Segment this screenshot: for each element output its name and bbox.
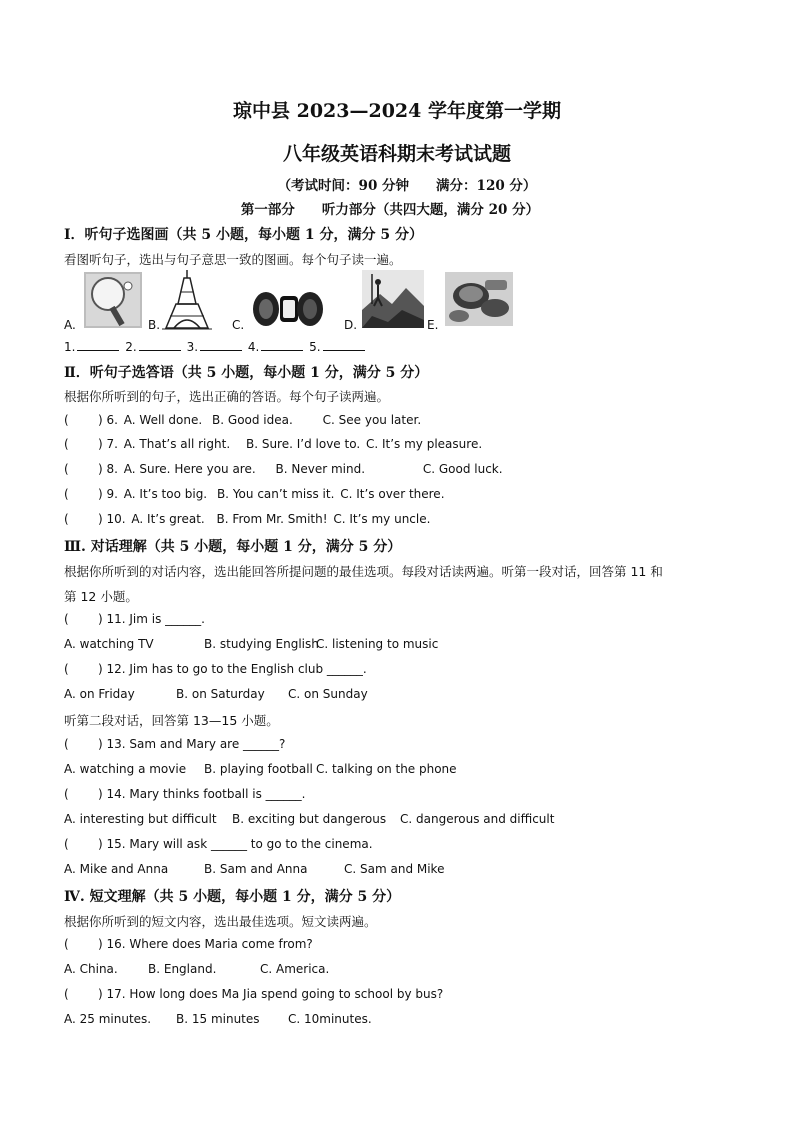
answer-paren[interactable]: ( bbox=[64, 413, 69, 427]
option-c: C. It’s over there. bbox=[340, 487, 445, 501]
option-c: C. talking on the phone bbox=[316, 762, 457, 776]
question-text: ) 13. Sam and Mary are ______? bbox=[98, 737, 286, 751]
option-a: A. interesting but difficult bbox=[64, 812, 217, 826]
option-c: C. Sam and Mike bbox=[344, 862, 445, 876]
question-text: ) 17. How long does Ma Jia spend going to school by bus? bbox=[98, 987, 444, 1001]
question-8 bbox=[64, 462, 503, 476]
section1-instruction: 看图听句子，选出与句子意思一致的图画。每个句子读一遍。 bbox=[64, 252, 402, 267]
question-11-options bbox=[64, 637, 438, 651]
answer-paren[interactable]: ( bbox=[64, 612, 69, 626]
section4-instruction: 根据你所听到的短文内容，选出最佳选项。短文读两遍。 bbox=[64, 914, 377, 929]
option-c: C. See you later. bbox=[322, 413, 422, 427]
ping-pong-picture-icon bbox=[84, 272, 142, 328]
hamburger-picture-icon bbox=[252, 290, 324, 328]
exam-title-line2: 八年级英语科期末考试试题 bbox=[282, 143, 511, 165]
option-b: B. Good idea. bbox=[212, 413, 293, 427]
option-c: C. America. bbox=[260, 962, 330, 976]
option-b: B. From Mr. Smith! bbox=[216, 512, 328, 526]
option-b: B. studying English bbox=[204, 637, 319, 651]
section3-instruction-line1: 根据你所听到的对话内容，选出能回答所提问题的最佳选项。每段对话读两遍。听第一段对话，回答第 11 和 bbox=[64, 564, 663, 579]
question-12 bbox=[64, 662, 367, 676]
question-9 bbox=[64, 487, 445, 501]
answer-paren[interactable]: ( bbox=[64, 462, 69, 476]
question-text: ) 14. Mary thinks football is ______. bbox=[98, 787, 306, 801]
question-13-options bbox=[64, 762, 457, 776]
option-a: A. watching a movie bbox=[64, 762, 187, 776]
option-a: A. Sure. Here you are. bbox=[123, 462, 256, 476]
exam-info: （考试时间：90 分钟 满分：120 分） bbox=[277, 178, 537, 194]
picture-label-d: D. bbox=[344, 318, 358, 332]
answer-blank-4[interactable] bbox=[261, 339, 303, 351]
option-a: A. It’s too big. bbox=[123, 487, 208, 501]
option-a: A. on Friday bbox=[64, 687, 135, 701]
answer-paren[interactable]: ( bbox=[64, 737, 69, 751]
option-b: B. 15 minutes bbox=[176, 1012, 260, 1026]
question-number: ) 8. bbox=[98, 462, 118, 476]
answer-paren[interactable]: ( bbox=[64, 437, 69, 451]
question-13 bbox=[64, 737, 285, 751]
question-17-options bbox=[64, 1012, 372, 1026]
option-b: B. Never mind. bbox=[275, 462, 366, 476]
section1-heading: Ⅰ．听句子选图画（共 5 小题，每小题 1 分，满分 5 分） bbox=[64, 227, 424, 243]
question-text: ) 12. Jim has to go to the English club ______. bbox=[98, 662, 367, 676]
question-text: ) 16. Where does Maria come from? bbox=[98, 937, 313, 951]
answer-blank-1[interactable] bbox=[77, 339, 119, 351]
option-c: C. It’s my pleasure. bbox=[365, 437, 483, 451]
answer-paren[interactable]: ( bbox=[64, 937, 69, 951]
option-a: A. watching TV bbox=[64, 637, 154, 651]
option-a: A. China. bbox=[64, 962, 118, 976]
section1-answer-blanks bbox=[64, 339, 367, 354]
option-c: C. on Sunday bbox=[288, 687, 368, 701]
option-c: C. It’s my uncle. bbox=[333, 512, 431, 526]
blank-label-2: 2. bbox=[125, 340, 137, 354]
exam-title-line1: 琼中县 2023—2024 学年度第一学期 bbox=[233, 100, 561, 122]
option-a: A. It’s great. bbox=[131, 512, 205, 526]
blank-label-1: 1. bbox=[64, 340, 76, 354]
question-number: ) 9. bbox=[98, 487, 118, 501]
question-12-options bbox=[64, 687, 368, 701]
question-text: ) 15. Mary will ask ______ to go to the cinema. bbox=[98, 837, 373, 851]
question-11 bbox=[64, 612, 205, 626]
option-b: B. exciting but dangerous bbox=[232, 812, 387, 826]
section2-heading: Ⅱ．听句子选答语（共 5 小题，每小题 1 分，满分 5 分） bbox=[64, 365, 429, 381]
question-14 bbox=[64, 787, 306, 801]
question-number: ) 10. bbox=[98, 512, 126, 526]
question-text: ) 11. Jim is ______. bbox=[98, 612, 205, 626]
question-15-options bbox=[64, 862, 444, 876]
option-c: C. dangerous and difficult bbox=[400, 812, 555, 826]
question-number: ) 7. bbox=[98, 437, 118, 451]
option-c: C. 10minutes. bbox=[288, 1012, 372, 1026]
question-15 bbox=[64, 837, 373, 851]
option-c: C. Good luck. bbox=[422, 462, 503, 476]
picture-label-e: E. bbox=[427, 318, 439, 332]
eiffel-tower-picture-icon bbox=[160, 270, 214, 330]
picture-label-a: A. bbox=[64, 318, 76, 332]
option-b: B. playing football bbox=[204, 762, 313, 776]
option-c: C. listening to music bbox=[316, 637, 439, 651]
section3-instruction-line2: 第 12 小题。 bbox=[64, 589, 138, 604]
answer-paren[interactable]: ( bbox=[64, 787, 69, 801]
question-17 bbox=[64, 987, 443, 1001]
option-a: A. Mike and Anna bbox=[64, 862, 169, 876]
hotpot-picture-icon bbox=[445, 272, 513, 326]
question-6 bbox=[64, 413, 421, 427]
section2-instruction: 根据你所听到的句子，选出正确的答语。每个句子读两遍。 bbox=[64, 389, 390, 404]
question-16-options bbox=[64, 962, 329, 976]
option-b: B. on Saturday bbox=[176, 687, 265, 701]
blank-label-5: 5. bbox=[309, 340, 321, 354]
answer-blank-5[interactable] bbox=[323, 339, 365, 351]
section4-heading: Ⅳ. 短文理解（共 5 小题，每小题 1 分，满分 5 分） bbox=[64, 889, 401, 905]
answer-blank-3[interactable] bbox=[200, 339, 242, 351]
option-b: B. Sam and Anna bbox=[204, 862, 308, 876]
option-b: B. You can’t miss it. bbox=[216, 487, 335, 501]
section3-heading: Ⅲ. 对话理解（共 5 小题，每小题 1 分，满分 5 分） bbox=[64, 539, 402, 555]
option-b: B. Sure. I’d love to. bbox=[245, 437, 361, 451]
answer-paren[interactable]: ( bbox=[64, 512, 69, 526]
option-a: A. Well done. bbox=[123, 413, 203, 427]
question-16 bbox=[64, 937, 313, 951]
blank-label-3: 3. bbox=[186, 340, 199, 354]
mountain-climber-picture-icon bbox=[362, 270, 424, 328]
option-a: A. That’s all right. bbox=[123, 437, 231, 451]
question-14-options bbox=[64, 812, 554, 826]
picture-options bbox=[64, 270, 524, 332]
question-number: ) 6. bbox=[98, 413, 118, 427]
option-a: A. 25 minutes. bbox=[64, 1012, 152, 1026]
answer-blank-2[interactable] bbox=[139, 339, 181, 351]
answer-paren[interactable]: ( bbox=[64, 662, 69, 676]
picture-label-b: B. bbox=[148, 318, 161, 332]
answer-paren[interactable]: ( bbox=[64, 487, 69, 501]
answer-paren[interactable]: ( bbox=[64, 837, 69, 851]
answer-paren[interactable]: ( bbox=[64, 987, 69, 1001]
option-b: B. England. bbox=[148, 962, 217, 976]
part-heading: 第一部分 听力部分（共四大题，满分 20 分） bbox=[240, 202, 540, 218]
blank-label-4: 4. bbox=[247, 340, 260, 354]
dialog2-instruction: 听第二段对话，回答第 13—15 小题。 bbox=[64, 713, 279, 728]
question-10 bbox=[64, 512, 430, 526]
question-7 bbox=[64, 437, 482, 451]
picture-label-c: C. bbox=[232, 318, 245, 332]
